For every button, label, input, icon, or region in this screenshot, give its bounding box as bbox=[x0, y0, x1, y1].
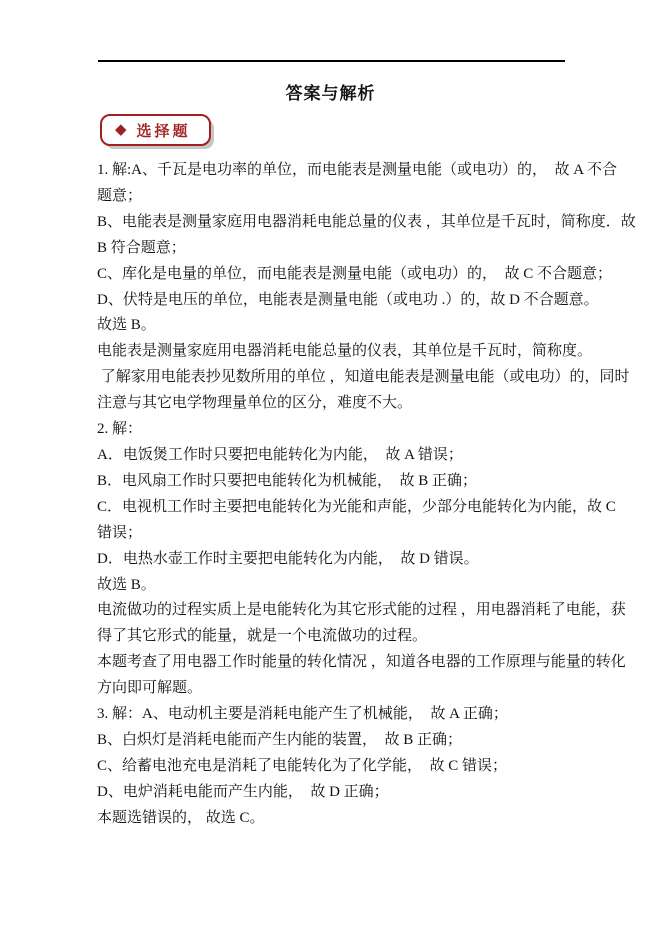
text-line: 3. 解：A、电动机主要是消耗电能产生了机械能， 故 A 正确； bbox=[97, 706, 508, 723]
text-line: C、给蓄电池充电是消耗了电能转化为了化学能， 故 C 错误； bbox=[97, 757, 508, 774]
text-line: B、电能表是测量家庭用电器消耗电能总量的仪表 ，其单位是千瓦时，简称度．故 bbox=[97, 213, 636, 230]
text-line: C、库化是电量的单位，而电能表是测量电能（或电功）的， 故 C 不合题意； bbox=[97, 265, 613, 282]
answer-text bbox=[97, 158, 636, 832]
text-line: C．电视机工作时主要把电能转化为光能和声能，少部分电能转化为内能，故 C bbox=[97, 498, 616, 515]
text-line: B 符合题意； bbox=[97, 239, 186, 256]
text-line: 了解家用电能表抄见数所用的单位 ，知道电能表是测量电能（或电功）的，同时 bbox=[97, 369, 630, 386]
text-line: 电能表是测量家庭用电器消耗电能总量的仪表，其单位是千瓦时，简称度。 bbox=[97, 343, 593, 360]
text-line: 本题考查了用电器工作时能量的转化情况 ，知道各电器的工作原理与能量的转化 bbox=[97, 654, 626, 671]
text-line: 故选 B。 bbox=[97, 317, 156, 334]
text-line: 注意与其它电学物理量单位的区分，难度不大。 bbox=[97, 395, 413, 412]
text-line: 故选 B。 bbox=[97, 576, 156, 593]
section-badge bbox=[100, 114, 211, 146]
text-line: 得了其它形式的能量，就是一个电流做功的过程。 bbox=[97, 628, 428, 645]
text-line: 1. 解:A、千瓦是电功率的单位，而电能表是测量电能（或电功）的， 故 A 不合 bbox=[97, 162, 618, 178]
text-line: A．电饭煲工作时只要把电能转化为内能， 故 A 错误； bbox=[97, 446, 463, 463]
text-line: 题意； bbox=[97, 187, 143, 204]
text-line: 2. 解： bbox=[97, 421, 143, 438]
text-line: B．电风扇工作时只要把电能转化为机械能， 故 B 正确； bbox=[97, 472, 478, 489]
text-line: B、白炽灯是消耗电能而产生内能的装置， 故 B 正确； bbox=[97, 731, 463, 748]
header-rule bbox=[98, 60, 565, 62]
text-line: D、伏特是电压的单位，电能表是测量电能（或电功 .）的，故 D 不合题意。 bbox=[97, 291, 599, 308]
text-line: 本题选错误的， 故选 C。 bbox=[97, 809, 265, 826]
text-line: D、电炉消耗电能而产生内能， 故 D 正确； bbox=[97, 783, 389, 800]
section-badge-label: 选择题 bbox=[136, 122, 191, 140]
text-line: 错误； bbox=[97, 524, 143, 541]
text-line: D．电热水壶工作时主要把电能转化为内能， 故 D 错误。 bbox=[97, 550, 479, 567]
text-line: 方向即可解题。 bbox=[97, 680, 203, 697]
text-line: 电流做功的过程实质上是电能转化为其它形式能的过程 ，用电器消耗了电能，获 bbox=[97, 602, 626, 619]
diamond-icon: ◆ bbox=[115, 121, 127, 138]
page-title: 答案与解析 bbox=[285, 84, 376, 103]
